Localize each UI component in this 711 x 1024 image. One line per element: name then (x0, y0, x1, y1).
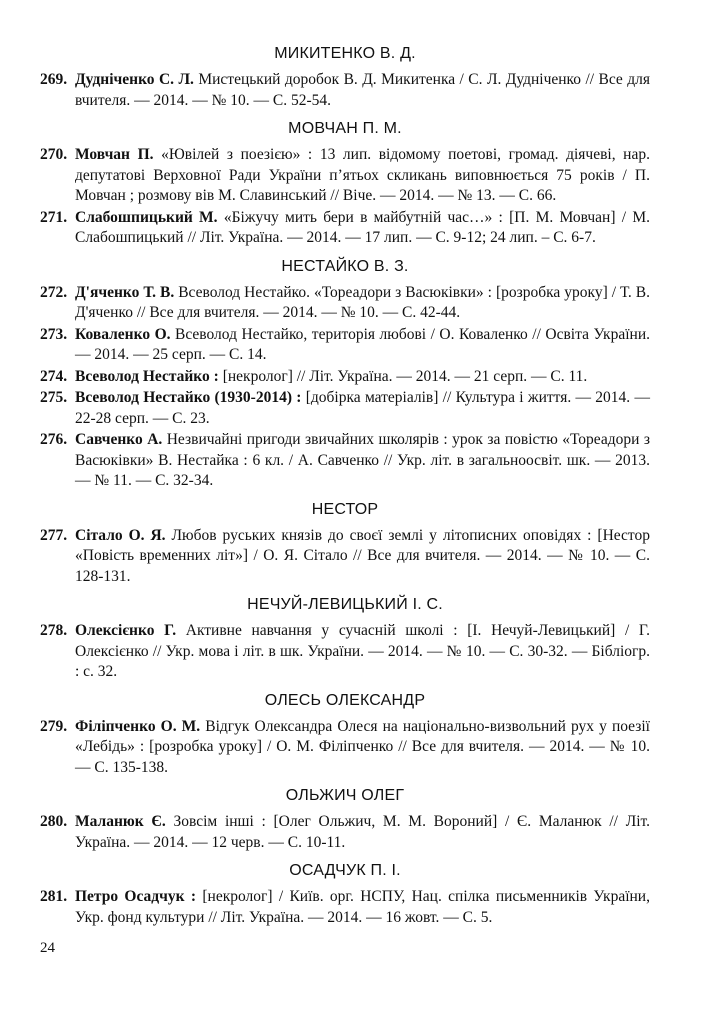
entry-number: 273. (40, 325, 68, 343)
entry-number: 277. (40, 526, 68, 544)
entry-text: Відгук Олександра Олеся на національно-визвольний рух у поезії «Лебідь» : [розробка уроку] / О. М. Філіпченко // Все для вчителя. — 2014. — № 10. — С. 135-138. (75, 717, 650, 776)
entry-text: «Біжучу мить бери в майбутній час…» : [П. М. Мовчан] / М. Слабошпицький // Літ. Україна. — 2014. — 17 лип. — С. 9-12; 24 лип. – С. 6-7. (75, 208, 650, 246)
entry-author: Всеволод Нестайко (1930-2014) : (75, 389, 302, 406)
entry-author: Дудніченко С. Л. (75, 71, 194, 88)
entry-author: Всеволод Нестайко : (75, 367, 219, 385)
bibliography-entry (40, 621, 650, 683)
entry-number: 278. (40, 622, 68, 639)
entry-text: Зовсім інші : [Олег Ольжич, М. М. Вороний] / Є. Маланюк // Літ. Україна. — 2014. — 12 черв. — С. 10-11. (75, 813, 651, 851)
entry-author: Філіпченко О. М. (75, 717, 201, 735)
bibliography-entry (40, 430, 650, 492)
entry-number: 272. (40, 283, 68, 301)
page-number: 24 (40, 940, 55, 956)
section-heading: НЕСТАЙКО В. З. (281, 257, 409, 275)
bibliography-entry (40, 388, 650, 429)
bibliography-entry (40, 283, 650, 324)
section-heading: ОЛЬЖИЧ ОЛЕГ (285, 787, 405, 804)
bibliography-entry (40, 526, 650, 588)
entry-number: 269. (40, 71, 68, 88)
entry-author: Д'яченко Т. В. (75, 283, 175, 301)
entry-author: Олексієнко Г. (75, 622, 177, 639)
bibliography-entry (40, 367, 650, 388)
section-heading: МИКИТЕНКО В. Д. (274, 45, 416, 62)
entry-text: Мистецький доробок В. Д. Микитенка / С. Л. Дудніченко // Все для вчителя. — 2014. — № 10. — С. 52-54. (75, 71, 650, 109)
bibliography-content (40, 44, 650, 929)
section-heading: ОСАДЧУК П. І. (289, 862, 401, 879)
bibliography-entry (40, 208, 650, 249)
entry-author: Мовчан П. (75, 146, 154, 163)
entry-number: 275. (40, 389, 68, 406)
entry-number: 270. (40, 146, 68, 163)
entry-text: [добірка матеріалів] // Культура і життя. — 2014. — 22-28 серп. — С. 23. (75, 389, 650, 427)
entry-text: [некролог] / Київ. орг. НСПУ, Нац. спілка письменників України, Укр. фонд культури // Літ. Україна. — 2014. — 16 жовт. — С. 5. (75, 888, 650, 926)
entry-author: Савченко А. (75, 431, 163, 448)
entry-number: 279. (40, 717, 68, 735)
entry-author: Петро Осадчук : (75, 888, 197, 905)
entry-text: Активне навчання у сучасній школі : [І. Нечуй-Левицький] / Г. Олексієнко // Укр. мова і літ. в шк. України. — 2014. — № 10. — С. 30-32. — Бібліогр. : с. 32. (75, 622, 650, 680)
entry-number: 280. (40, 813, 68, 830)
bibliography-entry (40, 717, 650, 779)
entry-author: Коваленко О. (75, 325, 171, 343)
section-heading: НЕЧУЙ-ЛЕВИЦЬКИЙ І. С. (247, 596, 443, 613)
entry-number: 271. (40, 208, 68, 226)
entry-author: Сітало О. Я. (75, 526, 166, 544)
entry-text: Незвичайні пригоди звичайних школярів : урок за повістю «Тореадори з Васюківки» В. Нестайка : 6 кл. / А. Савченко // Укр. літ. в загальноосвіт. шк. — 2013. — № 11. — С. 32-34. (75, 431, 650, 489)
section-heading: МОВЧАН П. М. (288, 120, 402, 137)
entry-text: «Ювілей з поезією» : 13 лип. відомому поетові, громад. діячеві, нар. депутатові Верховної Ради України п’ятьох скликань виповнюється 75 років / П. Мовчан ; розмову вів М. Славинський // Віче. — 2014. — № 13. — С. 66. (75, 146, 650, 204)
bibliography-entry (40, 812, 650, 853)
entry-text: Всеволод Нестайко, територія любові / О. Коваленко // Освіта України. — 2014. — 25 серп. — С. 14. (75, 325, 650, 363)
bibliography-entry (40, 325, 650, 366)
bibliography-entry (40, 145, 650, 207)
section-heading: НЕСТОР (311, 500, 379, 518)
section-heading: ОЛЕСЬ ОЛЕКСАНДР (264, 691, 426, 709)
entry-author: Слабошпицький М. (75, 208, 218, 226)
entry-author: Маланюк Є. (75, 813, 166, 830)
bibliography-entry (40, 70, 650, 111)
entry-number: 274. (40, 367, 68, 385)
entry-number: 281. (40, 888, 68, 905)
bibliography-entry (40, 887, 650, 928)
entry-number: 276. (40, 431, 68, 448)
entry-text: Всеволод Нестайко. «Тореадори з Васюківки» : [розробка уроку] / Т. В. Д'яченко // Все для вчителя. — 2014. — № 10. — С. 42-44. (75, 283, 651, 321)
entry-text: Любов руських князів до своєї землі у літописних оповідях : [Нестор «Повість временних літ»] / О. Я. Сітало // Все для вчителя. — 2014. — № 10. — С. 128-131. (75, 526, 650, 585)
entry-text: [некролог] // Літ. Україна. — 2014. — 21 серп. — С. 11. (218, 367, 588, 385)
